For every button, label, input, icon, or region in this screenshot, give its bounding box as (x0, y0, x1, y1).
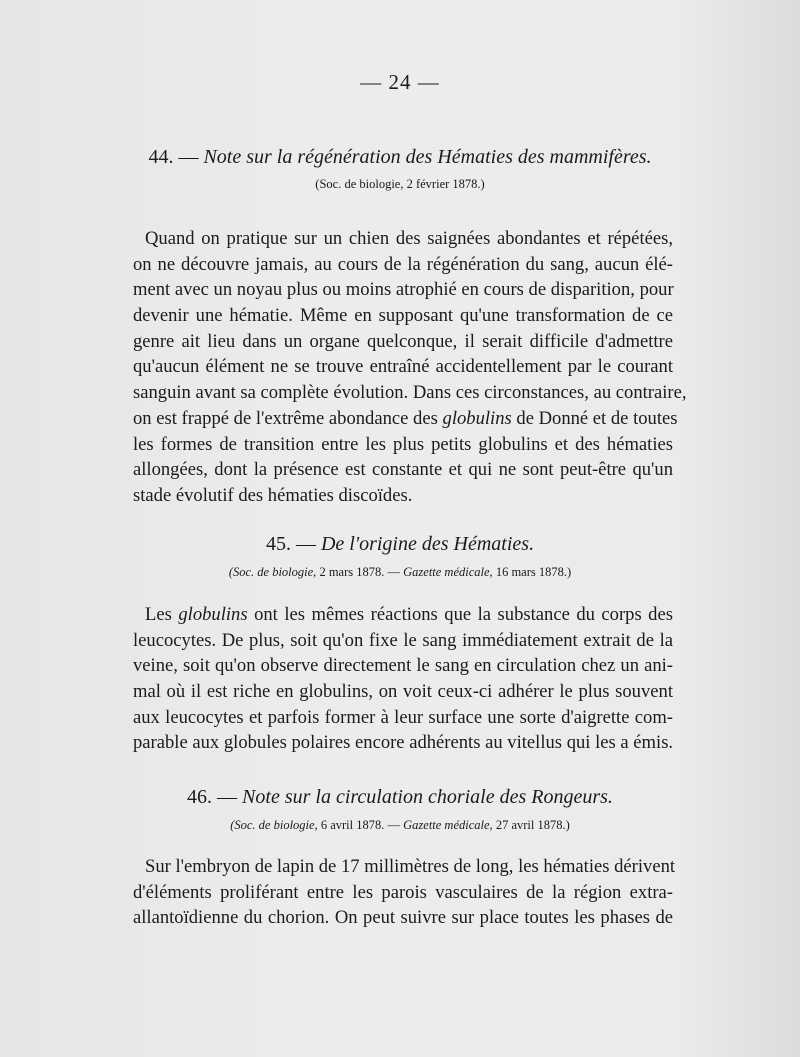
text-line: Quand on pratique sur un chien des saignées abondantes et répétées, (145, 228, 673, 249)
text-line: mal où il est riche en globulins, on voit ceux-ci adhérer le plus souvent (133, 681, 673, 703)
source-date: 6 avril 1878. — (320, 818, 400, 832)
text-segment: on est frappé de l'extrême abondance des (133, 407, 438, 429)
text-line: devenir une hématie. Même en supposant qu'une transformation de ce (133, 305, 673, 327)
section-45-title: De l'origine des Hématies. (320, 533, 535, 555)
text-segment: ont les mêmes réactions que la substance du corps des (254, 604, 673, 625)
text-line: veine, soit qu'on observe directement le sang en circulation chez un ani- (133, 655, 673, 677)
section-44-number: 44. — (148, 146, 199, 168)
source-journal: (Soc. de biologie, (228, 565, 317, 579)
source-journal: Gazette médicale, (403, 565, 493, 579)
section-44-paragraph (133, 226, 687, 509)
text-line (133, 602, 673, 628)
page-number: — 24 — (360, 70, 440, 94)
text-line: sanguin avant sa complète évolution. Dans ces circonstances, au contraire, (133, 382, 687, 404)
text-line: aux leucocytes et parfois former à leur surface une sorte d'aigrette com- (133, 706, 673, 728)
source-date: 16 mars 1878.) (495, 565, 572, 579)
text-line: on ne découvre jamais, au cours de la régénération du sang, aucun élé- (133, 253, 673, 275)
text-line: ment avec un noyau plus ou moins atrophié en cours de disparition, pour (133, 279, 674, 301)
section-45-heading (0, 533, 800, 556)
section-44-title: Note sur la régénération des Hématies des mammifères. (203, 146, 652, 168)
source-date: 27 avril 1878.) (495, 818, 570, 832)
text-line: genre ait lieu dans un organe quelconque, il serait difficile d'admettre (133, 330, 673, 352)
section-45-paragraph (133, 602, 673, 756)
text-segment: Les (145, 604, 172, 625)
text-line: stade évolutif des hématies discoïdes. (133, 484, 413, 506)
section-46-source (0, 818, 800, 833)
text-line: qu'aucun élément ne se trouve entraîné accidentellement par le courant (133, 356, 673, 378)
text-line: leucocytes. De plus, soit qu'on fixe le sang immédiatement extrait de la (133, 629, 673, 651)
italic-term: globulins (442, 407, 512, 429)
italic-term: globulins (178, 604, 248, 625)
source-journal: (Soc. de biologie, (230, 818, 318, 832)
text-line: parable aux globules polaires encore adhérents au vitellus qui les a émis. (133, 732, 674, 754)
text-line: d'éléments proliférant entre les parois vasculaires de la région extra- (133, 881, 673, 903)
section-45-number: 45. — (265, 533, 316, 555)
section-46-heading (0, 786, 800, 809)
source-journal: Gazette médicale, (403, 818, 493, 832)
text-line: les formes de transition entre les plus petits globulins et des hématies (133, 433, 673, 455)
source-date: 2 mars 1878. — (319, 565, 400, 579)
text-line: Sur l'embryon de lapin de 17 millimètres de long, les hématies dérivent (145, 856, 676, 877)
section-45-source (0, 565, 800, 580)
text-segment: de Donné et de toutes (516, 407, 678, 429)
section-46-number: 46. — (187, 786, 238, 808)
text-line: allongées, dont la présence est constante et qui ne sont peut-être qu'un (133, 459, 673, 481)
section-44-source: (Soc. de biologie, 2 février 1878.) (315, 177, 485, 191)
section-44-heading (0, 146, 800, 169)
text-line (133, 406, 678, 432)
section-46-paragraph (133, 854, 676, 931)
text-line: allantoïdienne du chorion. On peut suivre sur place toutes les phases de (133, 907, 673, 929)
section-46-title: Note sur la circulation choriale des Rongeurs. (242, 786, 613, 808)
